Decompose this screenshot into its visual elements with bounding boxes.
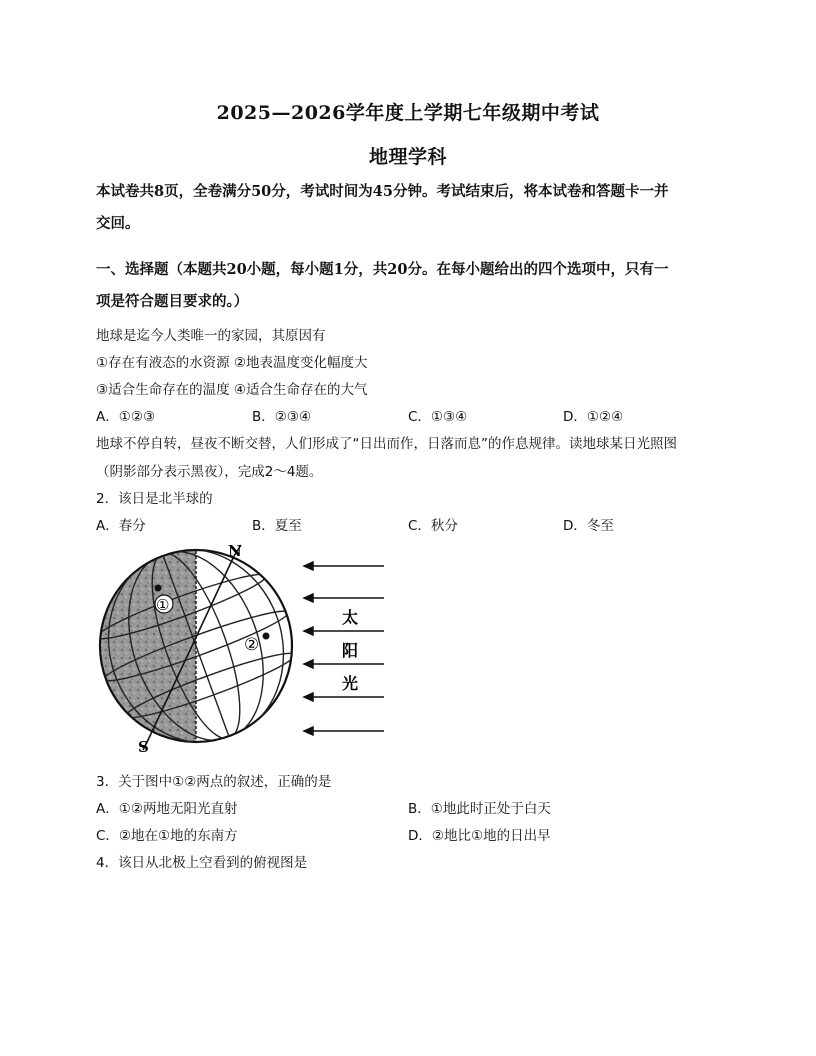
section-heading-line-2: 项是符合题目要求的。） bbox=[96, 293, 249, 310]
q3-option-c: C．②地在①地的东南方 bbox=[96, 828, 238, 844]
sunlight-label-3: 光 bbox=[342, 674, 359, 693]
exam-title: 2025—2026学年度上学期七年级期中考试 bbox=[216, 102, 600, 124]
sunlight-label-2: 阳 bbox=[342, 641, 359, 660]
q2-option-d: D．冬至 bbox=[563, 518, 614, 534]
passage-line-1: 地球不停自转，昼夜不断交替，人们形成了“日出而作，日落而息”的作息规律。读地球某日光照图 bbox=[96, 436, 677, 452]
intro-line-1: 本试卷共8页，全卷满分50分，考试时间为45分钟。考试结束后，将本试卷和答题卡一并 bbox=[96, 183, 669, 200]
q3-stem: 3．关于图中①②两点的叙述，正确的是 bbox=[96, 774, 332, 790]
point-2-marker bbox=[263, 633, 270, 640]
q3-option-b: B．①地此时正处于白天 bbox=[408, 801, 551, 817]
q2-option-b: B．夏至 bbox=[252, 518, 302, 534]
q1-item-line-2: ③适合生命存在的温度 ④适合生命存在的大气 bbox=[96, 382, 368, 398]
passage-line-2: （阴影部分表示黑夜），完成2～4题。 bbox=[96, 464, 323, 480]
q1-option-b: B．②③④ bbox=[252, 409, 312, 425]
point-1-marker bbox=[155, 585, 162, 592]
q2-option-c: C．秋分 bbox=[408, 518, 458, 534]
point-2-label: ② bbox=[244, 635, 260, 655]
q1-option-a: A．①②③ bbox=[96, 409, 156, 425]
q1-stem: 地球是迄今人类唯一的家园，其原因有 bbox=[96, 328, 326, 344]
q1-item-line-1: ①存在有液态的水资源 ②地表温度变化幅度大 bbox=[96, 355, 368, 371]
exam-subject: 地理学科 bbox=[368, 146, 447, 168]
south-pole-label: S bbox=[138, 738, 149, 756]
sunlight-label-1: 太 bbox=[342, 608, 359, 627]
q4-stem: 4．该日从北极上空看到的俯视图是 bbox=[96, 855, 308, 871]
section-heading-line-1: 一、选择题（本题共20小题，每小题1分，共20分。在每小题给出的四个选项中，只有一 bbox=[96, 261, 669, 278]
point-1-label: ① bbox=[156, 596, 170, 614]
north-pole-label: N bbox=[228, 542, 242, 560]
q2-option-a: A．春分 bbox=[96, 518, 146, 534]
q1-option-d: D．①②④ bbox=[563, 409, 624, 425]
earth-illumination-figure bbox=[92, 538, 392, 756]
q3-option-d: D．②地比①地的日出早 bbox=[408, 828, 551, 844]
q1-option-c: C．①③④ bbox=[408, 409, 468, 425]
q2-stem: 2．该日是北半球的 bbox=[96, 491, 213, 507]
intro-line-2: 交回。 bbox=[96, 215, 140, 232]
q3-option-a: A．①②两地无阳光直射 bbox=[96, 801, 238, 817]
